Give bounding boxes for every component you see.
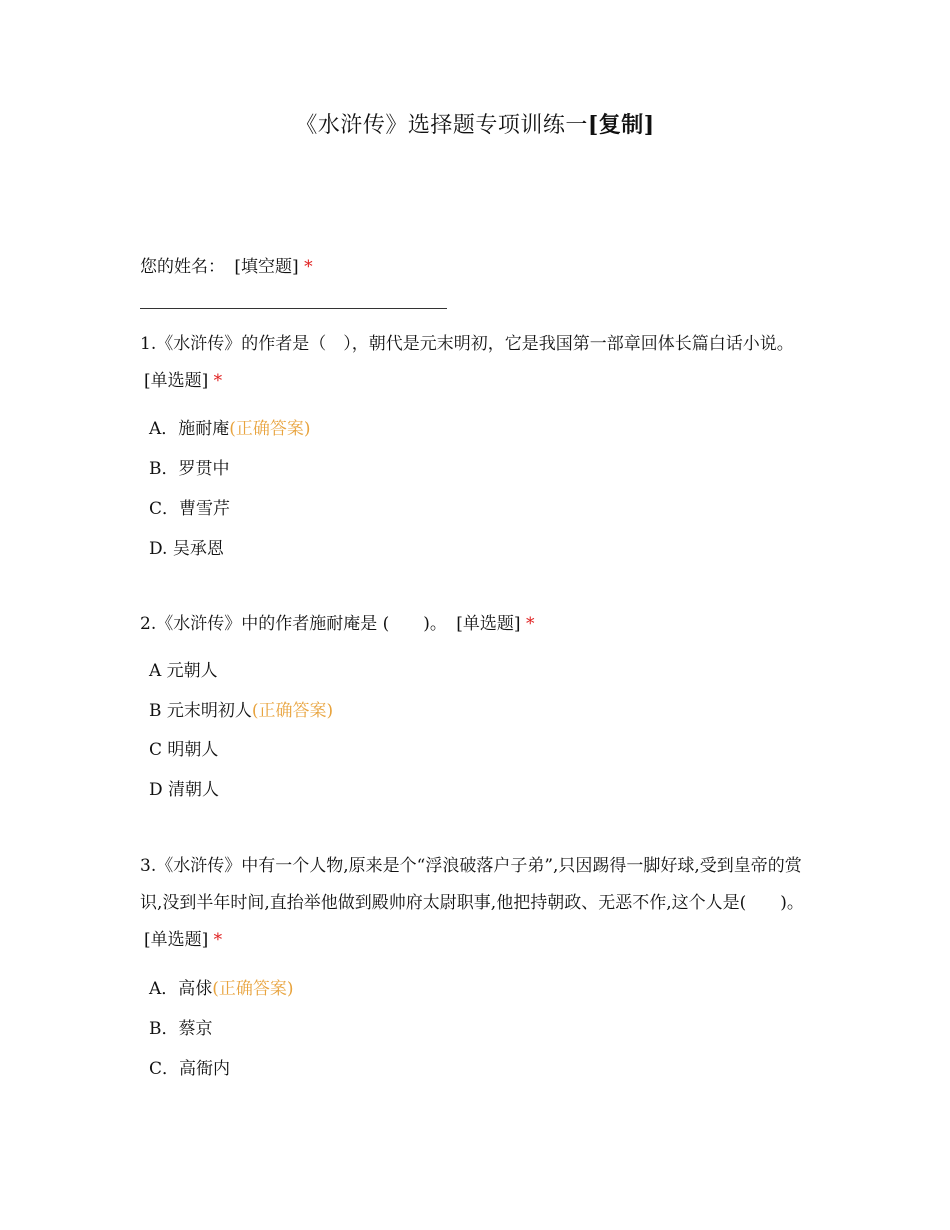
question-3-option-a[interactable]	[149, 977, 294, 1001]
title-main: 《水浒传》选择题专项训练一	[295, 113, 588, 138]
option-label: A 元朝人	[149, 661, 218, 681]
question-1-option-b[interactable]	[149, 457, 230, 481]
question-3-option-b[interactable]	[149, 1017, 213, 1041]
question-1	[140, 326, 820, 400]
page-title	[0, 108, 950, 139]
question-1-option-d[interactable]	[149, 537, 224, 561]
option-label: C．高衙内	[149, 1059, 231, 1079]
required-mark: *	[213, 371, 223, 391]
question-3-option-c[interactable]	[149, 1057, 230, 1081]
name-question-label: 您的姓名：	[140, 257, 225, 277]
question-2-type: [单选题]	[456, 614, 521, 634]
required-mark: *	[525, 614, 535, 634]
correct-answer-tag: (正确答案)	[229, 419, 311, 439]
question-2-text: 2.《水浒传》中的作者施耐庵是 ( )。	[140, 614, 447, 634]
question-1-type: [单选题]	[144, 371, 209, 391]
question-3-text: 3.《水浒传》中有一个人物,原来是个“浮浪破落户子弟”,只因踢得一脚好球,受到皇帝的赏识,没到半年时间,直抬举他做到殿帅府太尉职事,他把持朝政、无恶不作,这个人是( )。	[140, 856, 804, 913]
question-1-text: 1.《水浒传》的作者是（ ），朝代是元末明初，它是我国第一部章回体长篇白话小说。	[140, 334, 794, 354]
option-label: D. 吴承恩	[149, 539, 224, 559]
question-3-type: [单选题]	[144, 930, 209, 950]
option-label: A．高俅	[149, 979, 213, 999]
option-label: B 元末明初人	[149, 701, 252, 721]
question-3	[140, 848, 820, 959]
question-2-option-c[interactable]	[149, 738, 218, 762]
option-label: B．罗贯中	[149, 459, 230, 479]
question-1-option-a[interactable]	[149, 417, 311, 441]
question-2-option-b[interactable]	[149, 699, 333, 723]
required-mark: *	[304, 257, 313, 277]
question-2	[140, 606, 820, 643]
correct-answer-tag: (正确答案)	[212, 979, 294, 999]
option-label: C．曹雪芹	[149, 499, 231, 519]
option-label: B．蔡京	[149, 1019, 213, 1039]
correct-answer-tag: (正确答案)	[251, 701, 334, 721]
option-label: C 明朝人	[149, 740, 219, 760]
name-answer-line[interactable]	[140, 308, 447, 309]
option-label: A．施耐庵	[149, 419, 230, 439]
name-question	[140, 252, 313, 277]
question-2-option-d[interactable]	[149, 778, 219, 802]
question-1-option-c[interactable]	[149, 497, 230, 521]
name-question-type: [填空题]	[234, 257, 299, 277]
question-2-option-a[interactable]	[149, 659, 218, 683]
option-label: D 清朝人	[149, 780, 220, 800]
required-mark: *	[213, 930, 223, 950]
title-suffix: [复制]	[587, 112, 655, 138]
